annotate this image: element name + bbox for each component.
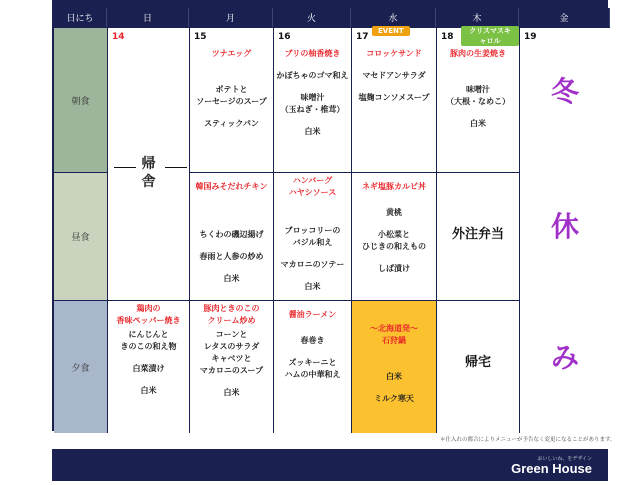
menu-item: 白米 <box>304 127 321 136</box>
menu-item: 黄桃 <box>386 208 402 217</box>
menu-item: 白米 <box>223 388 240 397</box>
header-date-label: 日にち <box>54 8 107 27</box>
menu-item: クリーム炒め <box>207 316 256 325</box>
menu-item: 韓国みそだれチキン <box>195 182 268 191</box>
brand-tagline: おいしいね、をデザイン <box>537 456 592 462</box>
christmas-badge: クリスマスキャロル <box>461 26 519 46</box>
go-home: 帰宅 <box>464 355 491 370</box>
return-dorm-2: 舎 <box>141 174 156 190</box>
menu-item: きのこの和え物 <box>120 342 177 351</box>
menu-item: 石狩鍋 <box>382 336 406 345</box>
menu-item: ミルク寒天 <box>374 394 414 403</box>
footnote: ＊仕入れの都合によりメニューが予告なく変更になることがあります。 <box>440 437 616 443</box>
menu-grid <box>52 6 608 431</box>
header-day-wed: 水 <box>351 8 436 27</box>
menu-item: 鶏肉の <box>136 304 161 313</box>
menu-item: ～北海道発～ <box>370 324 418 333</box>
header-day-sun: 日 <box>107 8 189 27</box>
menu-item: ブリの柚香焼き <box>284 49 341 58</box>
menu-item: バジル和え <box>292 238 333 247</box>
menu-item: ツナエッグ <box>211 49 252 58</box>
menu-item: コーンと <box>215 330 248 339</box>
cell-thu-dinner <box>436 300 519 433</box>
cell-tue-dinner <box>273 300 351 433</box>
cell-wed-dinner <box>351 300 436 433</box>
menu-item: かぼちゃのゴマ和え <box>276 71 349 80</box>
menu-item: ハンバーグ <box>292 176 333 185</box>
menu-item: ズッキーニと <box>288 358 337 367</box>
date-wed: 17 <box>356 32 369 42</box>
header-day-fri: 金 <box>519 8 610 27</box>
cell-sun-merged <box>107 27 189 300</box>
menu-item: ひじきの和えもの <box>362 242 426 251</box>
menu-item: ハヤシソース <box>288 188 337 197</box>
event-badge: EVENT <box>372 26 410 36</box>
break-char: 休 <box>550 210 579 243</box>
menu-item: マカロニのソテー <box>280 260 345 269</box>
menu-item: 塩麹コンソメスープ <box>358 93 430 102</box>
menu-item: ネギ塩豚カルビ丼 <box>362 182 426 191</box>
menu-item: 白米 <box>223 274 240 283</box>
menu-item: （大根・なめこ） <box>446 97 510 106</box>
menu-item: ポテトと <box>215 85 248 94</box>
cell-fri-merged <box>519 27 610 433</box>
header-day-thu: 木 <box>436 8 519 27</box>
cell-mon-breakfast <box>189 27 273 172</box>
menu-item: しば漬け <box>378 264 410 273</box>
meal-label-dinner: 夕食 <box>54 300 107 433</box>
menu-item: マカロニのスープ <box>199 366 264 375</box>
outside-bento: 外注弁当 <box>451 227 504 242</box>
header-day-mon: 月 <box>189 8 273 27</box>
menu-item: マセドアンサラダ <box>362 71 426 80</box>
cell-sun-dinner <box>107 300 189 433</box>
return-dorm-1: 帰 <box>141 156 156 172</box>
menu-item: 香味ペッパー焼き <box>116 316 181 325</box>
menu-item: レタスのサラダ <box>203 342 260 351</box>
cell-thu-breakfast <box>436 27 519 172</box>
cell-wed-breakfast <box>351 27 436 172</box>
menu-item: ちくわの磯辺揚げ <box>199 230 264 239</box>
date-mon: 15 <box>194 32 207 42</box>
menu-item: スティックパン <box>204 119 259 128</box>
mi-char: み <box>550 341 579 374</box>
meal-label-breakfast: 朝食 <box>54 27 107 172</box>
menu-item: ハムの中華和え <box>284 370 341 379</box>
menu-item: （玉ねぎ・椎茸） <box>280 105 345 114</box>
menu-item: 味噌汁 <box>300 93 325 102</box>
cell-mon-lunch <box>189 172 273 300</box>
menu-item: キャベツと <box>211 354 252 363</box>
menu-item: 春巻き <box>300 336 325 345</box>
menu-item: 白米 <box>470 119 486 128</box>
menu-item: ソーセージのスープ <box>196 97 267 106</box>
meal-label-lunch: 昼食 <box>54 172 107 300</box>
menu-item: ブロッコリーの <box>284 226 341 235</box>
date-tue: 16 <box>278 32 291 42</box>
menu-item: 豚肉ときのこの <box>203 304 260 313</box>
menu-item: 白菜漬け <box>132 364 165 373</box>
cell-tue-breakfast <box>273 27 351 172</box>
menu-item: 味噌汁 <box>466 85 490 94</box>
menu-item: 春雨と人参の炒め <box>199 252 264 261</box>
cell-thu-lunch <box>436 172 519 300</box>
header-day-tue: 火 <box>273 8 351 27</box>
menu-item: 白米 <box>386 372 402 381</box>
footer-bar <box>52 449 608 481</box>
menu-item: 白米 <box>304 282 321 291</box>
menu-item: コロッケサンド <box>366 49 422 58</box>
menu-item: 醤油ラーメン <box>288 310 337 319</box>
menu-item: 白米 <box>140 386 157 395</box>
date-fri: 19 <box>524 32 537 42</box>
cell-wed-lunch <box>351 172 436 300</box>
date-thu: 18 <box>441 32 454 42</box>
cell-tue-lunch <box>273 172 351 300</box>
winter-char: 冬 <box>550 75 579 108</box>
date-sun: 14 <box>112 32 125 42</box>
menu-item: にんじんと <box>128 330 169 339</box>
cell-mon-dinner <box>189 300 273 433</box>
menu-item: 豚肉の生姜焼き <box>450 49 506 58</box>
brand-logo: Green House <box>511 461 592 476</box>
menu-item: 小松菜と <box>378 230 410 239</box>
